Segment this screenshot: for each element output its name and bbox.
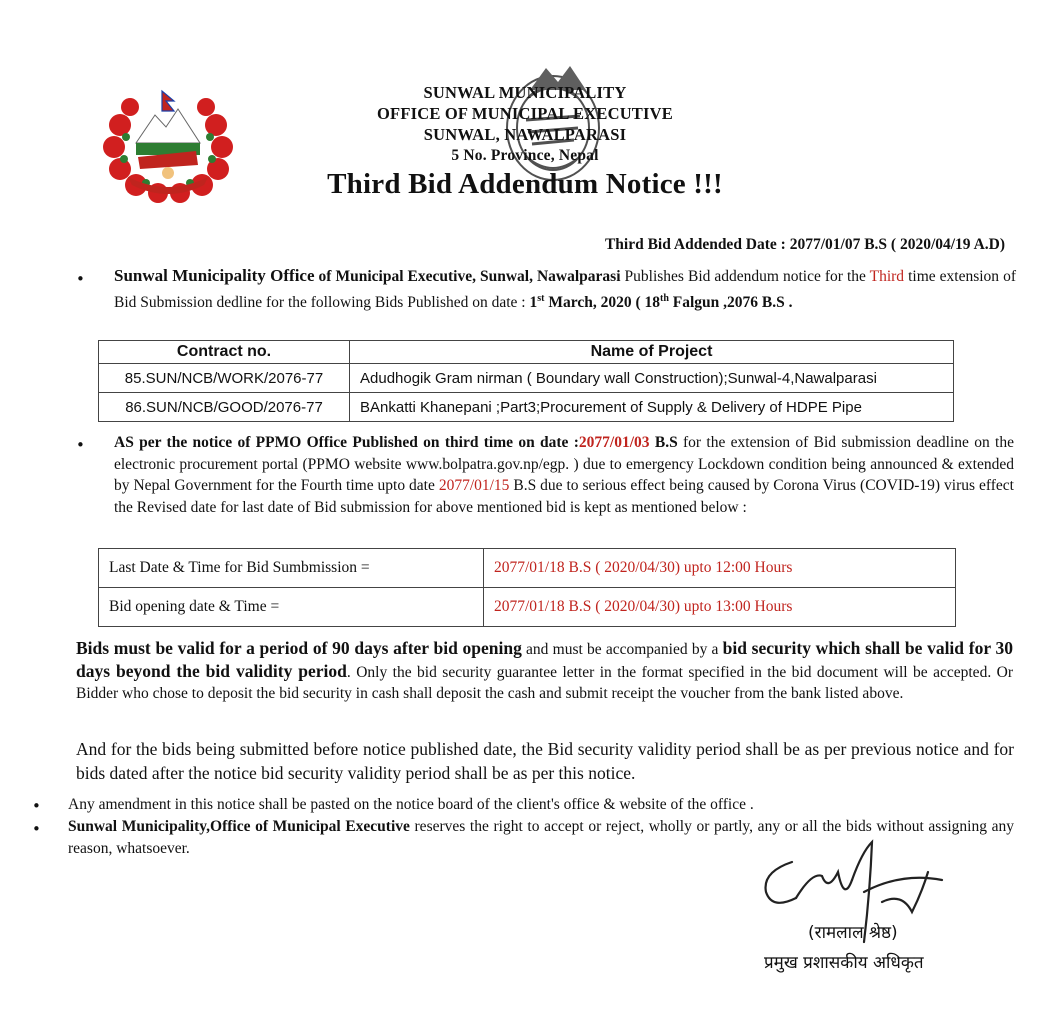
ppmo-date: 2077/01/03 — [578, 434, 650, 451]
contracts-table — [98, 340, 954, 422]
nepal-emblem-icon — [100, 85, 235, 203]
office-bold: Sunwal Municipality,Office of Municipal Executive — [68, 818, 410, 835]
text: B.S due to serious effect being caused by Corona Virus (COVID-19) virus effect the Revised date for last date of Bid submission for above mentioned bid is kept as mentioned below : — [114, 477, 1014, 516]
province: 5 No. Province, Nepal — [451, 147, 599, 164]
bs-bold: B.S — [649, 434, 678, 451]
municipality-name: SUNWAL MUNICIPALITY — [423, 83, 627, 102]
column-header: Contract no. — [99, 341, 350, 364]
deadline-value: 2077/01/18 B.S ( 2020/04/30) upto 13:00 Hours — [484, 588, 956, 627]
office-name-bold: Sunwal Municipality Office — [114, 266, 315, 285]
bullet-icon: • — [32, 797, 41, 815]
table-row — [99, 393, 954, 422]
paragraph-previous-notice: And for the bids being submitted before notice published date, the Bid security validity period shall be as per previous notice and for bids dated after the notice bid security validity period shall be as per this notice. — [76, 739, 1014, 783]
text: . Only the bid security guarantee letter in the format specified in the bid document will be accepted. Or Bidder who chose to deposit the bid security in cash shall deposit the cash and submit receipt the voucher from the bank listed above. — [76, 663, 1013, 702]
third-highlight: Third — [869, 268, 905, 285]
office-address: SUNWAL, NAWALPARASI — [423, 125, 627, 144]
letterhead — [300, 82, 750, 166]
deadline-table — [98, 548, 956, 627]
text: Publishes Bid addendum notice for the — [620, 268, 870, 285]
paragraph-ppmo-notice — [114, 432, 1014, 518]
text: reserves the right to accept or reject, wholly or partly, any or all the bids without assigning any reason, whatsoever. — [68, 818, 1014, 857]
contract-no-cell: 85.SUN/NCB/WORK/2076-77 — [99, 364, 350, 393]
paragraph-publishes — [114, 265, 1016, 313]
text: time extension of Bid Submission dedline for the following Bids Published on date : — [114, 268, 1016, 311]
signatory-name: (रामलाल श्रेष्ठ) — [808, 923, 898, 943]
deadline-label: Bid opening date & Time = — [99, 588, 484, 627]
text: and must be accompanied by a — [521, 641, 723, 658]
text: for the extension of Bid submission deadline on the electronic procurement portal (PPMO website www.bolpatra.gov.np/egp. ) due to emergency Lockdown condition being announced & extended by Nepal Government for the Fourth time upto date — [114, 434, 1014, 494]
contract-no-cell: 86.SUN/NCB/GOOD/2076-77 — [99, 393, 350, 422]
project-name-cell: BAnkatti Khanepani ;Part3;Procurement of Supply & Delivery of HDPE Pipe — [350, 393, 954, 422]
lockdown-date: 2077/01/15 — [438, 477, 510, 494]
paragraph-amendment: Any amendment in this notice shall be pasted on the notice board of the client's office & website of the office . — [68, 796, 754, 813]
ppmo-bold: AS per the notice of PPMO Office Published on third time on date : — [114, 434, 579, 451]
deadline-label: Last Date & Time for Bid Sumbmission = — [99, 549, 484, 588]
security-bold: bid security which shall be valid for 30 days beyond the bid validity period — [76, 638, 1013, 681]
bullet-icon: • — [32, 820, 41, 838]
page-title: Third Bid Addendum Notice !!! — [327, 168, 723, 200]
bullet-icon: • — [76, 436, 85, 454]
office-of-bold: of Municipal Executive, Sunwal, Nawalparasi — [314, 268, 621, 285]
office-name: OFFICE OF MUNICIPAL EXECUTIVE — [377, 104, 673, 123]
table-row — [99, 364, 954, 393]
table-header-row — [99, 341, 954, 364]
column-header: Name of Project — [350, 341, 954, 364]
paragraph-bid-validity — [76, 638, 1013, 705]
addended-date: Third Bid Addended Date : 2077/01/07 B.S ( 2020/04/19 A.D) — [604, 236, 1005, 253]
deadline-value: 2077/01/18 B.S ( 2020/04/30) upto 12:00 Hours — [484, 549, 956, 588]
validity-bold: Bids must be valid for a period of 90 days after bid opening — [76, 638, 522, 658]
project-name-cell: Adudhogik Gram nirman ( Boundary wall Construction);Sunwal-4,Nawalparasi — [350, 364, 954, 393]
signatory-title: प्रमुख प्रशासकीय अधिकृत — [764, 953, 924, 973]
published-date: 1st March, 2020 ( 18th Falgun ,2076 B.S . — [529, 292, 793, 311]
table-row — [99, 588, 956, 627]
table-row — [99, 549, 956, 588]
bullet-icon: • — [76, 270, 85, 288]
